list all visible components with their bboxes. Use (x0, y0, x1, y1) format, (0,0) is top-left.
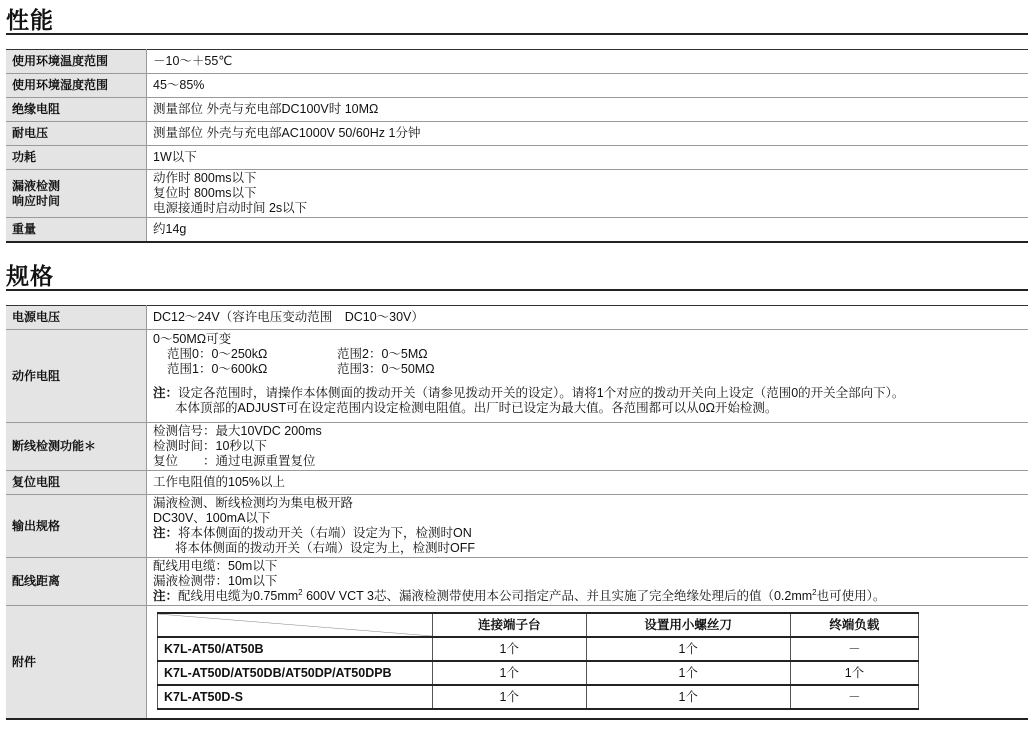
table-row (6, 218, 1028, 243)
value-line: 电源接通时启动时间 2s以下 (153, 201, 308, 215)
header-cell: 终端负载 (790, 613, 918, 637)
row-value (147, 170, 1029, 218)
row-value: 45～85% (147, 74, 1029, 98)
superscript: 2 (812, 587, 817, 597)
table-row (158, 685, 919, 709)
row-value (147, 330, 1029, 423)
row-label: 使用环境温度范围 (6, 50, 147, 74)
row-label: 输出规格 (6, 495, 147, 558)
note-text: 设定各范围时，请操作本体侧面的拨动开关（请参见拨动开关的设定）。请将1个对应的拨动开关向上设定（范围0的开关全部向下）。 (178, 386, 905, 400)
note-text: 配线用电缆为0.75mm (178, 589, 299, 603)
model-cell: K7L-AT50D/AT50DB/AT50DP/AT50DPB (158, 661, 433, 685)
row-label-line: 漏液检测 (12, 178, 61, 193)
note-text: 也可使用）。 (816, 589, 886, 603)
value-cell: 1个 (433, 685, 587, 709)
value-cell: 1个 (586, 637, 790, 661)
accessories-table (157, 612, 919, 710)
row-value: 工作电阻值的105%以上 (147, 471, 1029, 495)
table-row (6, 98, 1028, 122)
row-value: DC12～24V（容许电压变动范围 DC10～30V） (147, 306, 1029, 330)
value-cell: 1个 (790, 661, 918, 685)
performance-table (6, 49, 1028, 243)
header-cell: 连接端子台 (433, 613, 587, 637)
table-row (158, 661, 919, 685)
value-line: 复位 ：通过电源重置复位 (153, 454, 316, 468)
table-row (6, 495, 1028, 558)
range-2: 范围2：0～5MΩ (337, 347, 428, 361)
section-rule (6, 289, 1028, 291)
value-line: 复位时 800ms以下 (153, 186, 257, 200)
table-row (6, 50, 1028, 74)
table-row (6, 170, 1028, 218)
value-line: 动作时 800ms以下 (153, 171, 257, 185)
value-line: 漏液检测带：10m以下 (153, 574, 278, 588)
row-label: 功耗 (6, 146, 147, 170)
note-text: 将本体侧面的拨动开关（右端）设定为下，检测时ON (178, 526, 472, 540)
table-row (158, 637, 919, 661)
row-value: －10～＋55℃ (147, 50, 1029, 74)
row-value (147, 606, 1029, 720)
table-row (6, 330, 1028, 423)
superscript: 2 (298, 587, 303, 597)
row-value: 测量部位 外壳与充电部DC100V时 10MΩ (147, 98, 1029, 122)
value-cell: 1个 (433, 637, 587, 661)
note-line (153, 386, 1022, 401)
row-label: 断线检测功能＊ (6, 423, 147, 471)
note-line (153, 526, 1022, 541)
row-label: 绝缘电阻 (6, 98, 147, 122)
table-row (6, 122, 1028, 146)
row-value (147, 495, 1029, 558)
row-label: 电源电压 (6, 306, 147, 330)
accessories-header-row (158, 613, 919, 637)
table-row (6, 306, 1028, 330)
range-1: 范围1：0～600kΩ (167, 362, 268, 376)
value-cell: 1个 (586, 661, 790, 685)
table-row (6, 74, 1028, 98)
model-cell: K7L-AT50/AT50B (158, 637, 433, 661)
table-row (6, 146, 1028, 170)
table-row (6, 606, 1028, 720)
specs-table (6, 305, 1028, 720)
range-0: 范围0：0～250kΩ (167, 347, 268, 361)
value-line: 0～50MΩ可变 (153, 332, 232, 346)
note-line: 将本体侧面的拨动开关（右端）设定为上，检测时OFF (175, 541, 475, 555)
row-label: 复位电阻 (6, 471, 147, 495)
note-line (153, 589, 1022, 604)
value-cell: － (790, 637, 918, 661)
range-row (153, 347, 1022, 362)
value-line: 检测时间：10秒以下 (153, 439, 267, 453)
section-title-performance: 性能 (6, 8, 54, 34)
section-title-specs: 规格 (6, 264, 54, 290)
value-line: DC30V、100mA以下 (153, 511, 271, 525)
row-label (6, 170, 147, 218)
table-row (6, 558, 1028, 606)
row-value: 1W以下 (147, 146, 1029, 170)
row-label: 重量 (6, 218, 147, 243)
note-prefix: 注： (153, 386, 179, 400)
row-label: 动作电阻 (6, 330, 147, 423)
spacer (153, 377, 1022, 386)
value-cell: 1个 (433, 661, 587, 685)
section-rule (6, 33, 1028, 35)
range-3: 范围3：0～50MΩ (337, 362, 435, 376)
model-cell: K7L-AT50D-S (158, 685, 433, 709)
note-text: 600V VCT 3芯、漏液检测带使用本公司指定产品、并且实施了完全绝缘处理后的值（0.2mm (302, 589, 813, 603)
row-label: 使用环境湿度范围 (6, 74, 147, 98)
range-row (153, 362, 1022, 377)
row-label: 配线距离 (6, 558, 147, 606)
row-value (147, 423, 1029, 471)
row-label: 附件 (6, 606, 147, 720)
row-label-line: 响应时间 (12, 193, 61, 208)
value-line: 漏液检测、断线检测均为集电极开路 (153, 496, 354, 510)
value-cell: － (790, 685, 918, 709)
row-label: 耐电压 (6, 122, 147, 146)
table-row (6, 423, 1028, 471)
row-value (147, 558, 1029, 606)
header-cell: 设置用小螺丝刀 (586, 613, 790, 637)
value-line: 配线用电缆：50m以下 (153, 559, 278, 573)
note-line: 本体顶部的ADJUST可在设定范围内设定检测电阻值。出厂时已设定为最大值。各范围都可以从0Ω开始检测。 (175, 401, 778, 415)
note-prefix: 注： (153, 589, 179, 603)
diagonal-line (158, 614, 432, 636)
diagonal-header-cell (158, 613, 433, 637)
value-cell: 1个 (586, 685, 790, 709)
note-prefix: 注： (153, 526, 179, 540)
row-value: 测量部位 外壳与充电部AC1000V 50/60Hz 1分钟 (147, 122, 1029, 146)
value-line: 检测信号：最大10VDC 200ms (153, 424, 322, 438)
row-value: 约14g (147, 218, 1029, 243)
table-row (6, 471, 1028, 495)
